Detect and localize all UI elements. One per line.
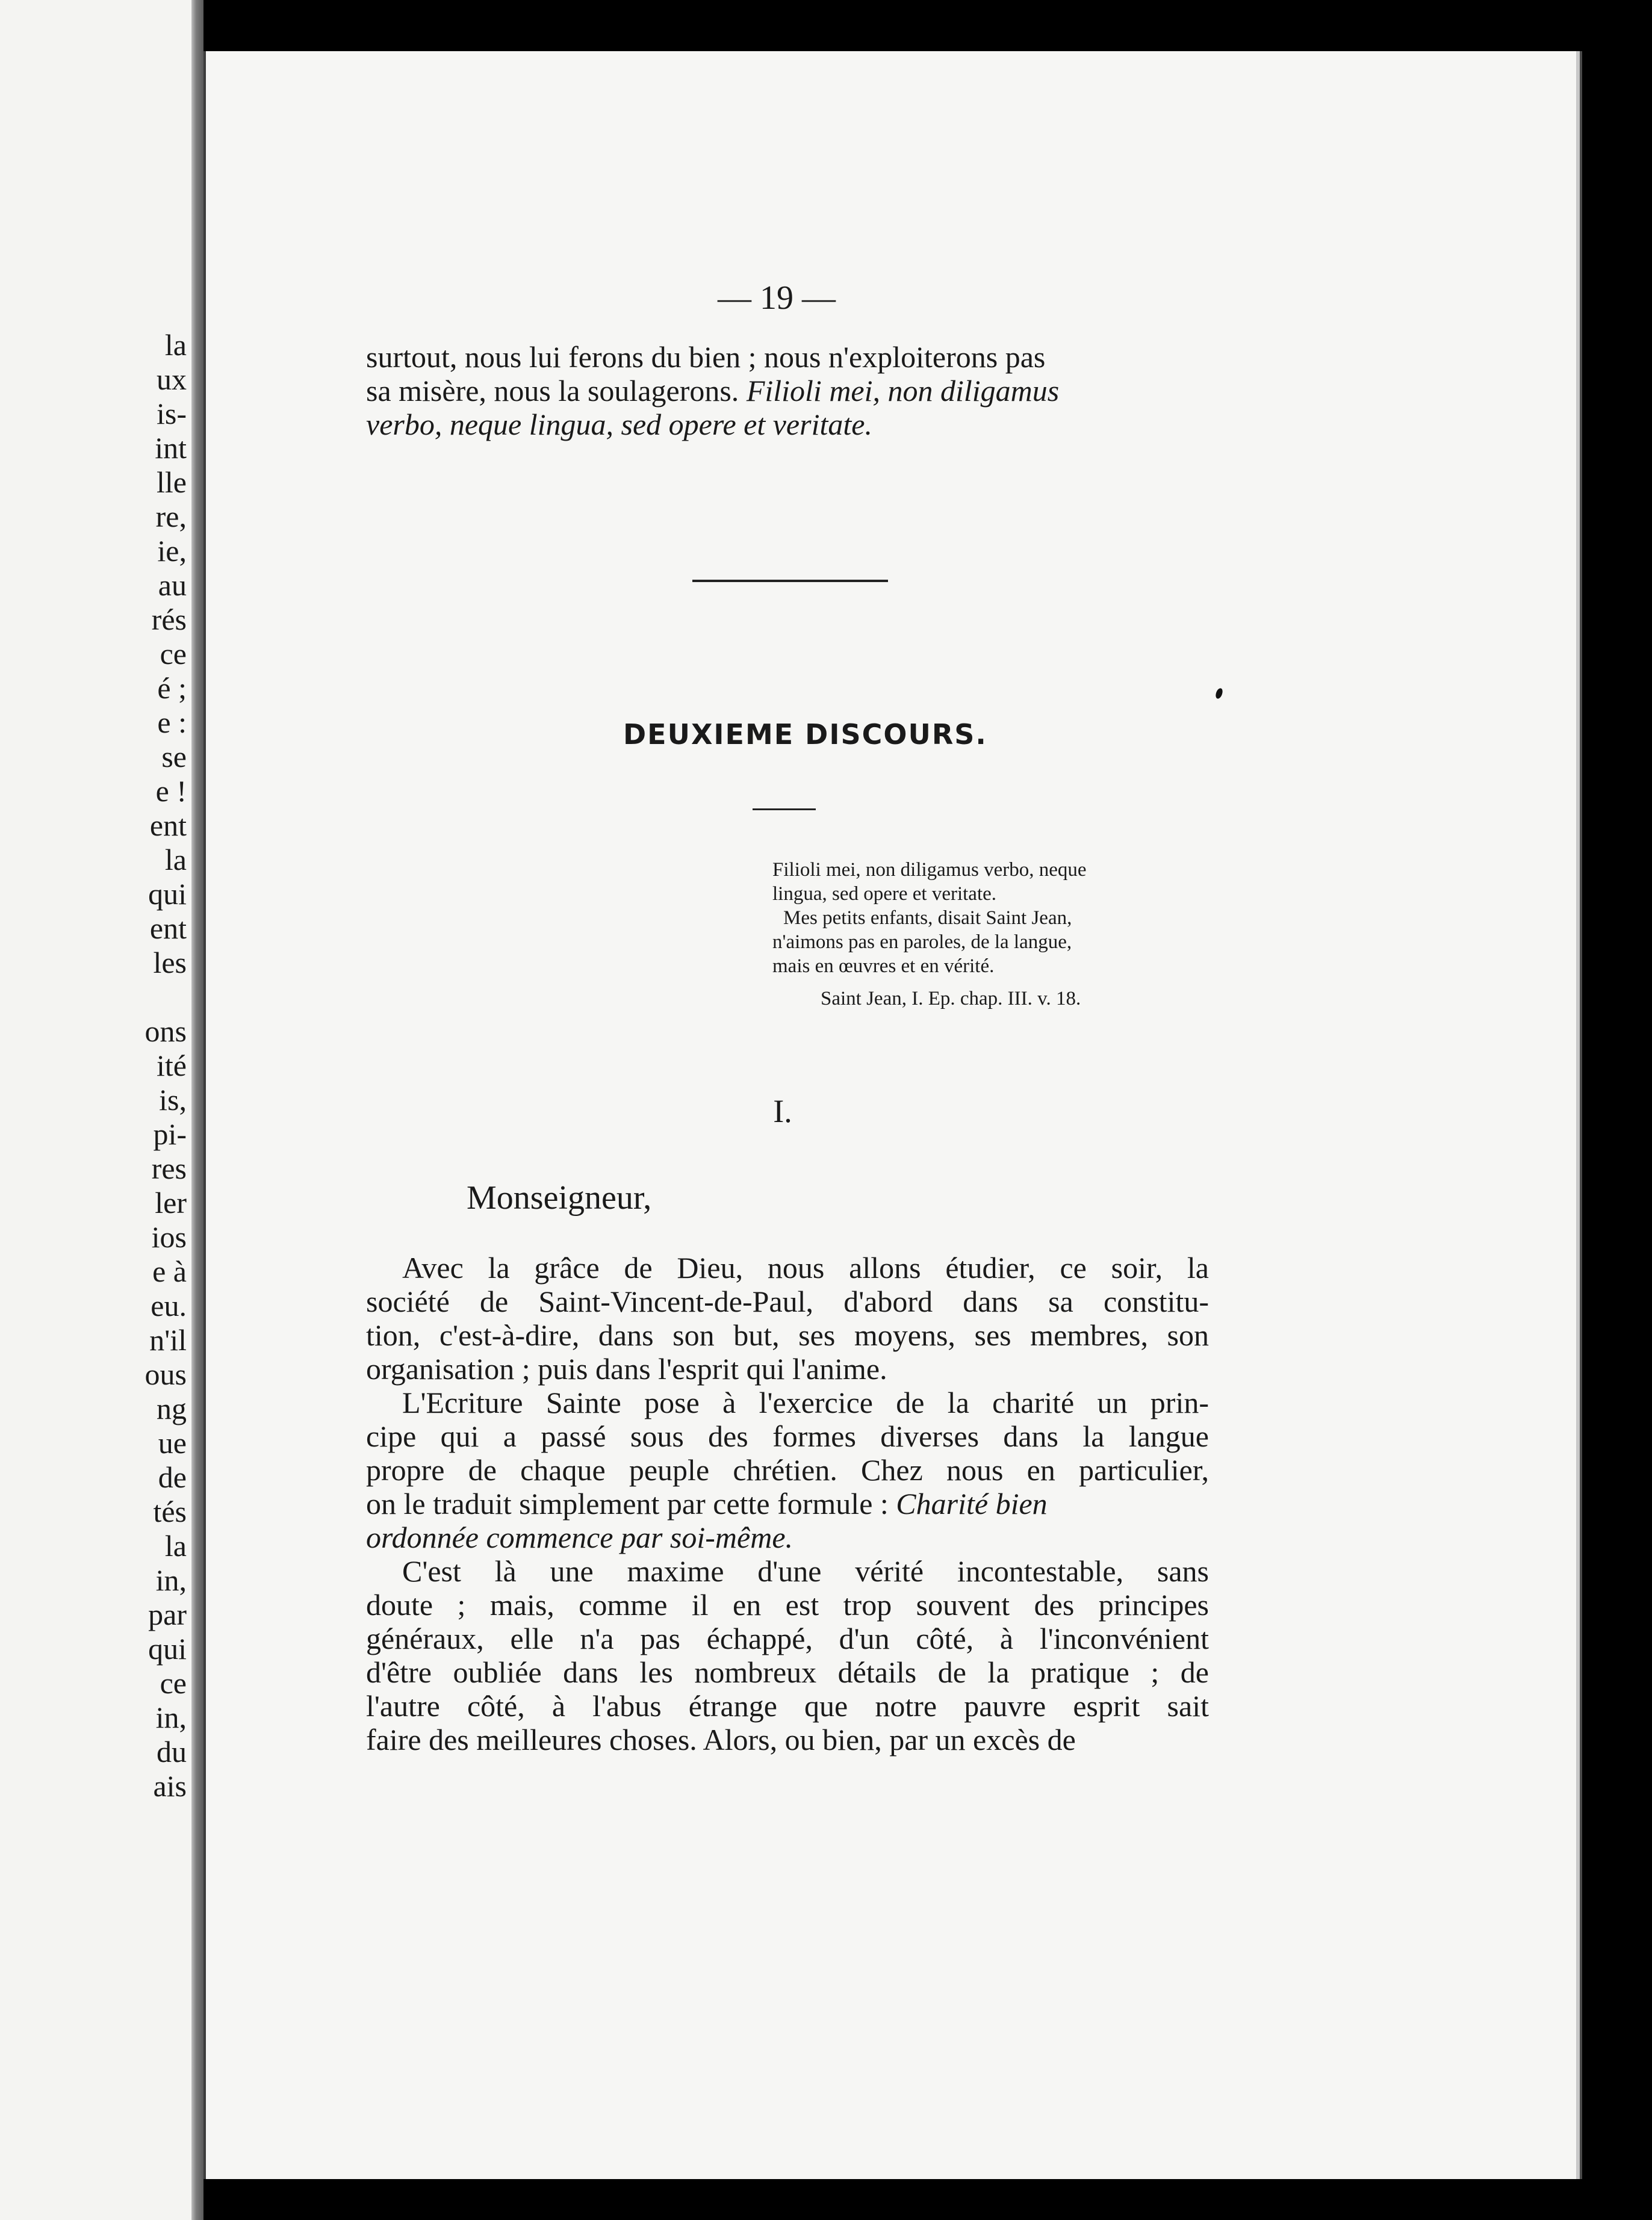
fragment-line: se [161, 740, 187, 774]
body-line: propre de chaque peuple chrétien. Chez nous en particulier, [366, 1453, 1209, 1487]
proverb-quote: ordonnée commence par soi-même. [366, 1521, 793, 1554]
page-edge-shadow [1580, 51, 1582, 2179]
body-line: d'être oubliée dans les nombreux détails de la pratique ; de [366, 1655, 1209, 1689]
fragment-line: ie, [157, 534, 187, 568]
fragment-line: in, [155, 1701, 187, 1734]
latin-quote: Filioli mei, non diligamus [746, 374, 1060, 408]
fragment-line: ais [153, 1769, 187, 1803]
fragment-line: ent [149, 911, 187, 945]
fragment-line: ux [157, 362, 187, 396]
fragment-line: eu. [151, 1289, 187, 1322]
fragment-line: int [155, 431, 187, 465]
salutation: Monseigneur, [467, 1179, 652, 1217]
epigraph [772, 858, 1210, 1011]
text-run: on le traduit simplement par cette formule : [366, 1487, 896, 1521]
fragment-line: ons [144, 1014, 187, 1048]
body-paragraph-2 [366, 1386, 1209, 1554]
body-line: généraux, elle n'a pas échappé, d'un côté, à l'inconvénient [366, 1622, 1209, 1655]
fragment-line: n'il [149, 1323, 187, 1357]
fragment-line: ce [160, 1666, 187, 1700]
fragment-line: ent [149, 808, 187, 842]
body-line: organisation ; puis dans l'esprit qui l'anime. [366, 1352, 887, 1386]
body-line [366, 1521, 1209, 1554]
text-line: surtout, nous lui ferons du bien ; nous n'exploiterons pas [366, 340, 1046, 374]
body-line [366, 1487, 1209, 1521]
fragment-line: de [158, 1460, 187, 1494]
body-line: doute ; mais, comme il en est trop souvent des principes [366, 1588, 1209, 1622]
epigraph-line: Mes petits enfants, disait Saint Jean, [783, 907, 1072, 929]
fragment-line: qui [148, 1632, 187, 1666]
fragment-line: e à [152, 1254, 187, 1288]
facing-page-text-fragments [145, 328, 187, 1803]
body-paragraph-3 [366, 1554, 1209, 1756]
heading-short-rule [753, 808, 816, 810]
body-paragraph-1 [366, 1251, 1209, 1386]
latin-quote: verbo, neque lingua, sed opere et veritate. [366, 408, 872, 441]
fragment-line: ler [155, 1186, 187, 1220]
body-line: l'autre côté, à l'abus étrange que notre pauvre esprit sait [366, 1689, 1209, 1723]
epigraph-reference: Saint Jean, I. Ep. chap. III. v. 18. [821, 988, 1081, 1009]
fragment-line: ue [158, 1426, 187, 1460]
continuation-line-2 [366, 374, 1209, 408]
fragment-line: ios [151, 1220, 187, 1254]
fragment-line: in, [155, 1563, 187, 1597]
discourse-heading: DEUXIEME DISCOURS. [623, 718, 987, 751]
facing-page-left [0, 0, 191, 2220]
fragment-line: re, [155, 500, 187, 533]
fragment-line: is- [157, 397, 187, 430]
text-run: sa misère, nous la soulagerons. [366, 374, 747, 408]
epigraph-line: Filioli mei, non diligamus verbo, neque [772, 859, 1087, 881]
fragment-line: pi- [153, 1117, 187, 1151]
fragment-line: ng [157, 1392, 187, 1425]
fragment-line: e ! [155, 774, 187, 808]
fragment-line: e : [157, 705, 187, 739]
epigraph-line: mais en œuvres et en vérité. [772, 955, 995, 977]
book-gutter [191, 0, 203, 2220]
fragment-line: les [153, 946, 187, 979]
fragment-line [145, 980, 187, 1014]
section-numeral: I. [773, 1093, 792, 1129]
continuation-line-1 [366, 340, 1209, 374]
fragment-line: ce [160, 637, 187, 671]
fragment-line: qui [148, 877, 187, 911]
fragment-line: la [164, 1529, 187, 1563]
proverb-quote: Charité bien [896, 1487, 1048, 1521]
fragment-line: res [151, 1152, 187, 1185]
fragment-line: la [164, 328, 187, 362]
body-line: C'est là une maxime d'une vérité incontestable, sans [402, 1554, 1209, 1588]
body-line: cipe qui a passé sous des formes diverses dans la langue [366, 1419, 1209, 1453]
body-line: société de Saint-Vincent-de-Paul, d'abord dans sa constitu- [366, 1285, 1209, 1318]
section-divider-rule [692, 580, 888, 582]
fragment-line: du [157, 1735, 187, 1769]
epigraph-line: lingua, sed opere et veritate. [772, 883, 997, 905]
page-number: — 19 — [718, 279, 836, 317]
epigraph-line: n'aimons pas en paroles, de la langue, [772, 931, 1072, 953]
fragment-line: la [164, 843, 187, 876]
body-line: Avec la grâce de Dieu, nous allons étudier, ce soir, la [402, 1251, 1209, 1285]
fragment-line: ité [157, 1049, 187, 1082]
fragment-line: is, [159, 1083, 187, 1117]
fragment-line: par [148, 1598, 187, 1631]
body-line: tion, c'est-à-dire, dans son but, ses moyens, ses membres, son [366, 1318, 1209, 1352]
body-line: faire des meilleures choses. Alors, ou bien, par un excès de [366, 1723, 1076, 1756]
fragment-line: ous [144, 1357, 187, 1391]
fragment-line: lle [157, 465, 187, 499]
fragment-line: au [158, 568, 187, 602]
fragment-line: tés [153, 1495, 187, 1528]
body-line: L'Ecriture Sainte pose à l'exercice de la charité un prin- [402, 1386, 1209, 1419]
fragment-line: é ; [157, 671, 187, 705]
continuation-paragraph [366, 340, 1209, 441]
fragment-line: rés [151, 603, 187, 636]
continuation-line-3 [366, 408, 1209, 441]
